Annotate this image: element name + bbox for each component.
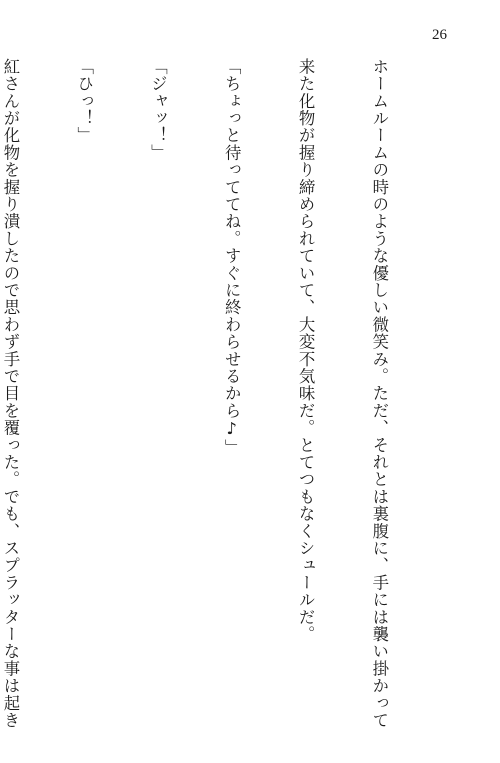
text-line: 紅さんが化物を握り潰したので思わず手で目を覆った。でも、スプラッターな事は起き [0,58,20,729]
text-line: 来た化物が握り締められていて、大変不気味だ。とてつもなくシュールだ。 [296,58,316,643]
text-line: 「ちょっと待っててね。すぐに終わらせるから♪」 [222,58,242,457]
text-line: 「ひっ！」 [74,58,94,144]
text-line: 「ジャッ！」 [148,58,168,162]
page-number: 26 [432,27,447,43]
text-line: ホームルームの時のような優しい微笑み。ただ、それとは裏腹に、手には襲い掛かって [369,58,389,729]
vertical-text-body [0,58,440,729]
